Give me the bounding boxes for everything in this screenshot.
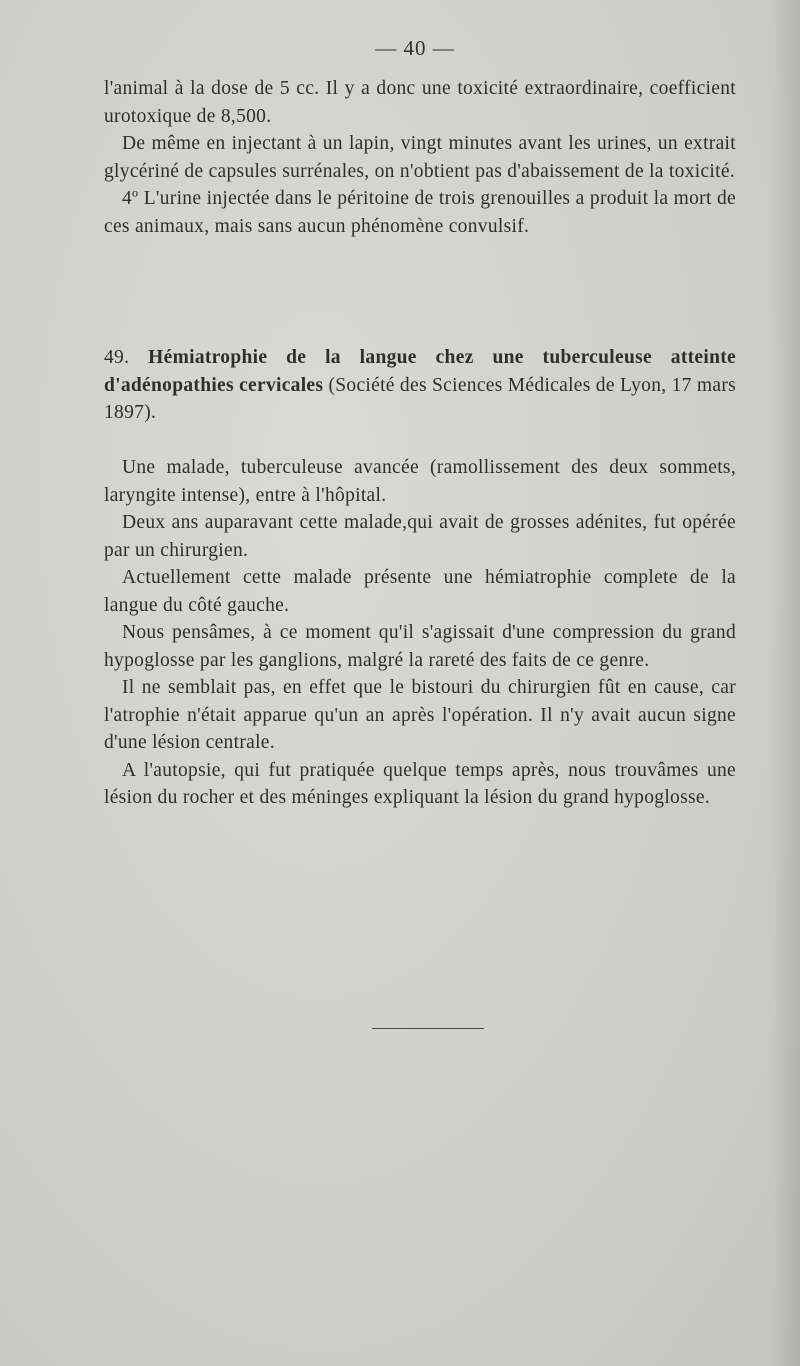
- section-heading-line: [104, 344, 736, 427]
- section-source: (Société des Sciences Médicales de Lyon, 17 mars 1897).: [104, 374, 737, 423]
- section-heading: [104, 344, 736, 427]
- section-title: Hémiatrophie de la langue chez une tuberculeuse atteinte d'adénopathies cervicales: [104, 347, 736, 396]
- section-end-rule: [372, 1028, 484, 1029]
- intro-paragraph-2: De même en injectant à un lapin, vingt minutes avant les urines, un extrait glycériné de capsules surrénales, on n'obtient pas d'abaissement de la toxicité.: [104, 133, 736, 182]
- section-body: [104, 454, 736, 812]
- body-paragraph-4: Nous pensâmes, à ce moment qu'il s'agissait d'une compression du grand hypoglosse par les ganglions, malgré la rareté des faits de ce genre.: [104, 622, 736, 671]
- section-number: 49.: [104, 347, 130, 368]
- body-paragraph-1: Une malade, tuberculeuse avancée (ramollissement des deux sommets, laryngite intense), entre à l'hôpital.: [104, 457, 736, 506]
- body-paragraph-3: Actuellement cette malade présente une hémiatrophie complete de la langue du côté gauche.: [104, 567, 736, 616]
- page-number: — 40 —: [375, 36, 455, 60]
- intro-paragraph-1: l'animal à la dose de 5 cc. Il y a donc une toxicité extraordinaire, coefficient urotoxique de 8,500.: [104, 78, 736, 127]
- body-paragraph-6: A l'autopsie, qui fut pratiquée quelque temps après, nous trouvâmes une lésion du rocher et des méninges expliquant la lésion du grand hypoglosse.: [104, 759, 736, 808]
- body-paragraph-2: Deux ans auparavant cette malade,qui avait de grosses adénites, fut opérée par un chirurgien.: [104, 512, 736, 561]
- intro-paragraph-3: 4º L'urine injectée dans le péritoine de trois grenouilles a produit la mort de ces animaux, mais sans aucun phénomène convulsif.: [104, 188, 736, 237]
- intro-text: [104, 75, 736, 240]
- body-paragraph-5: Il ne semblait pas, en effet que le bistouri du chirurgien fût en cause, car l'atrophie n'était apparue qu'un an après l'opération. Il n'y avait aucun signe d'une lésion centrale.: [104, 677, 736, 753]
- page-edge-shadow: [770, 0, 800, 1366]
